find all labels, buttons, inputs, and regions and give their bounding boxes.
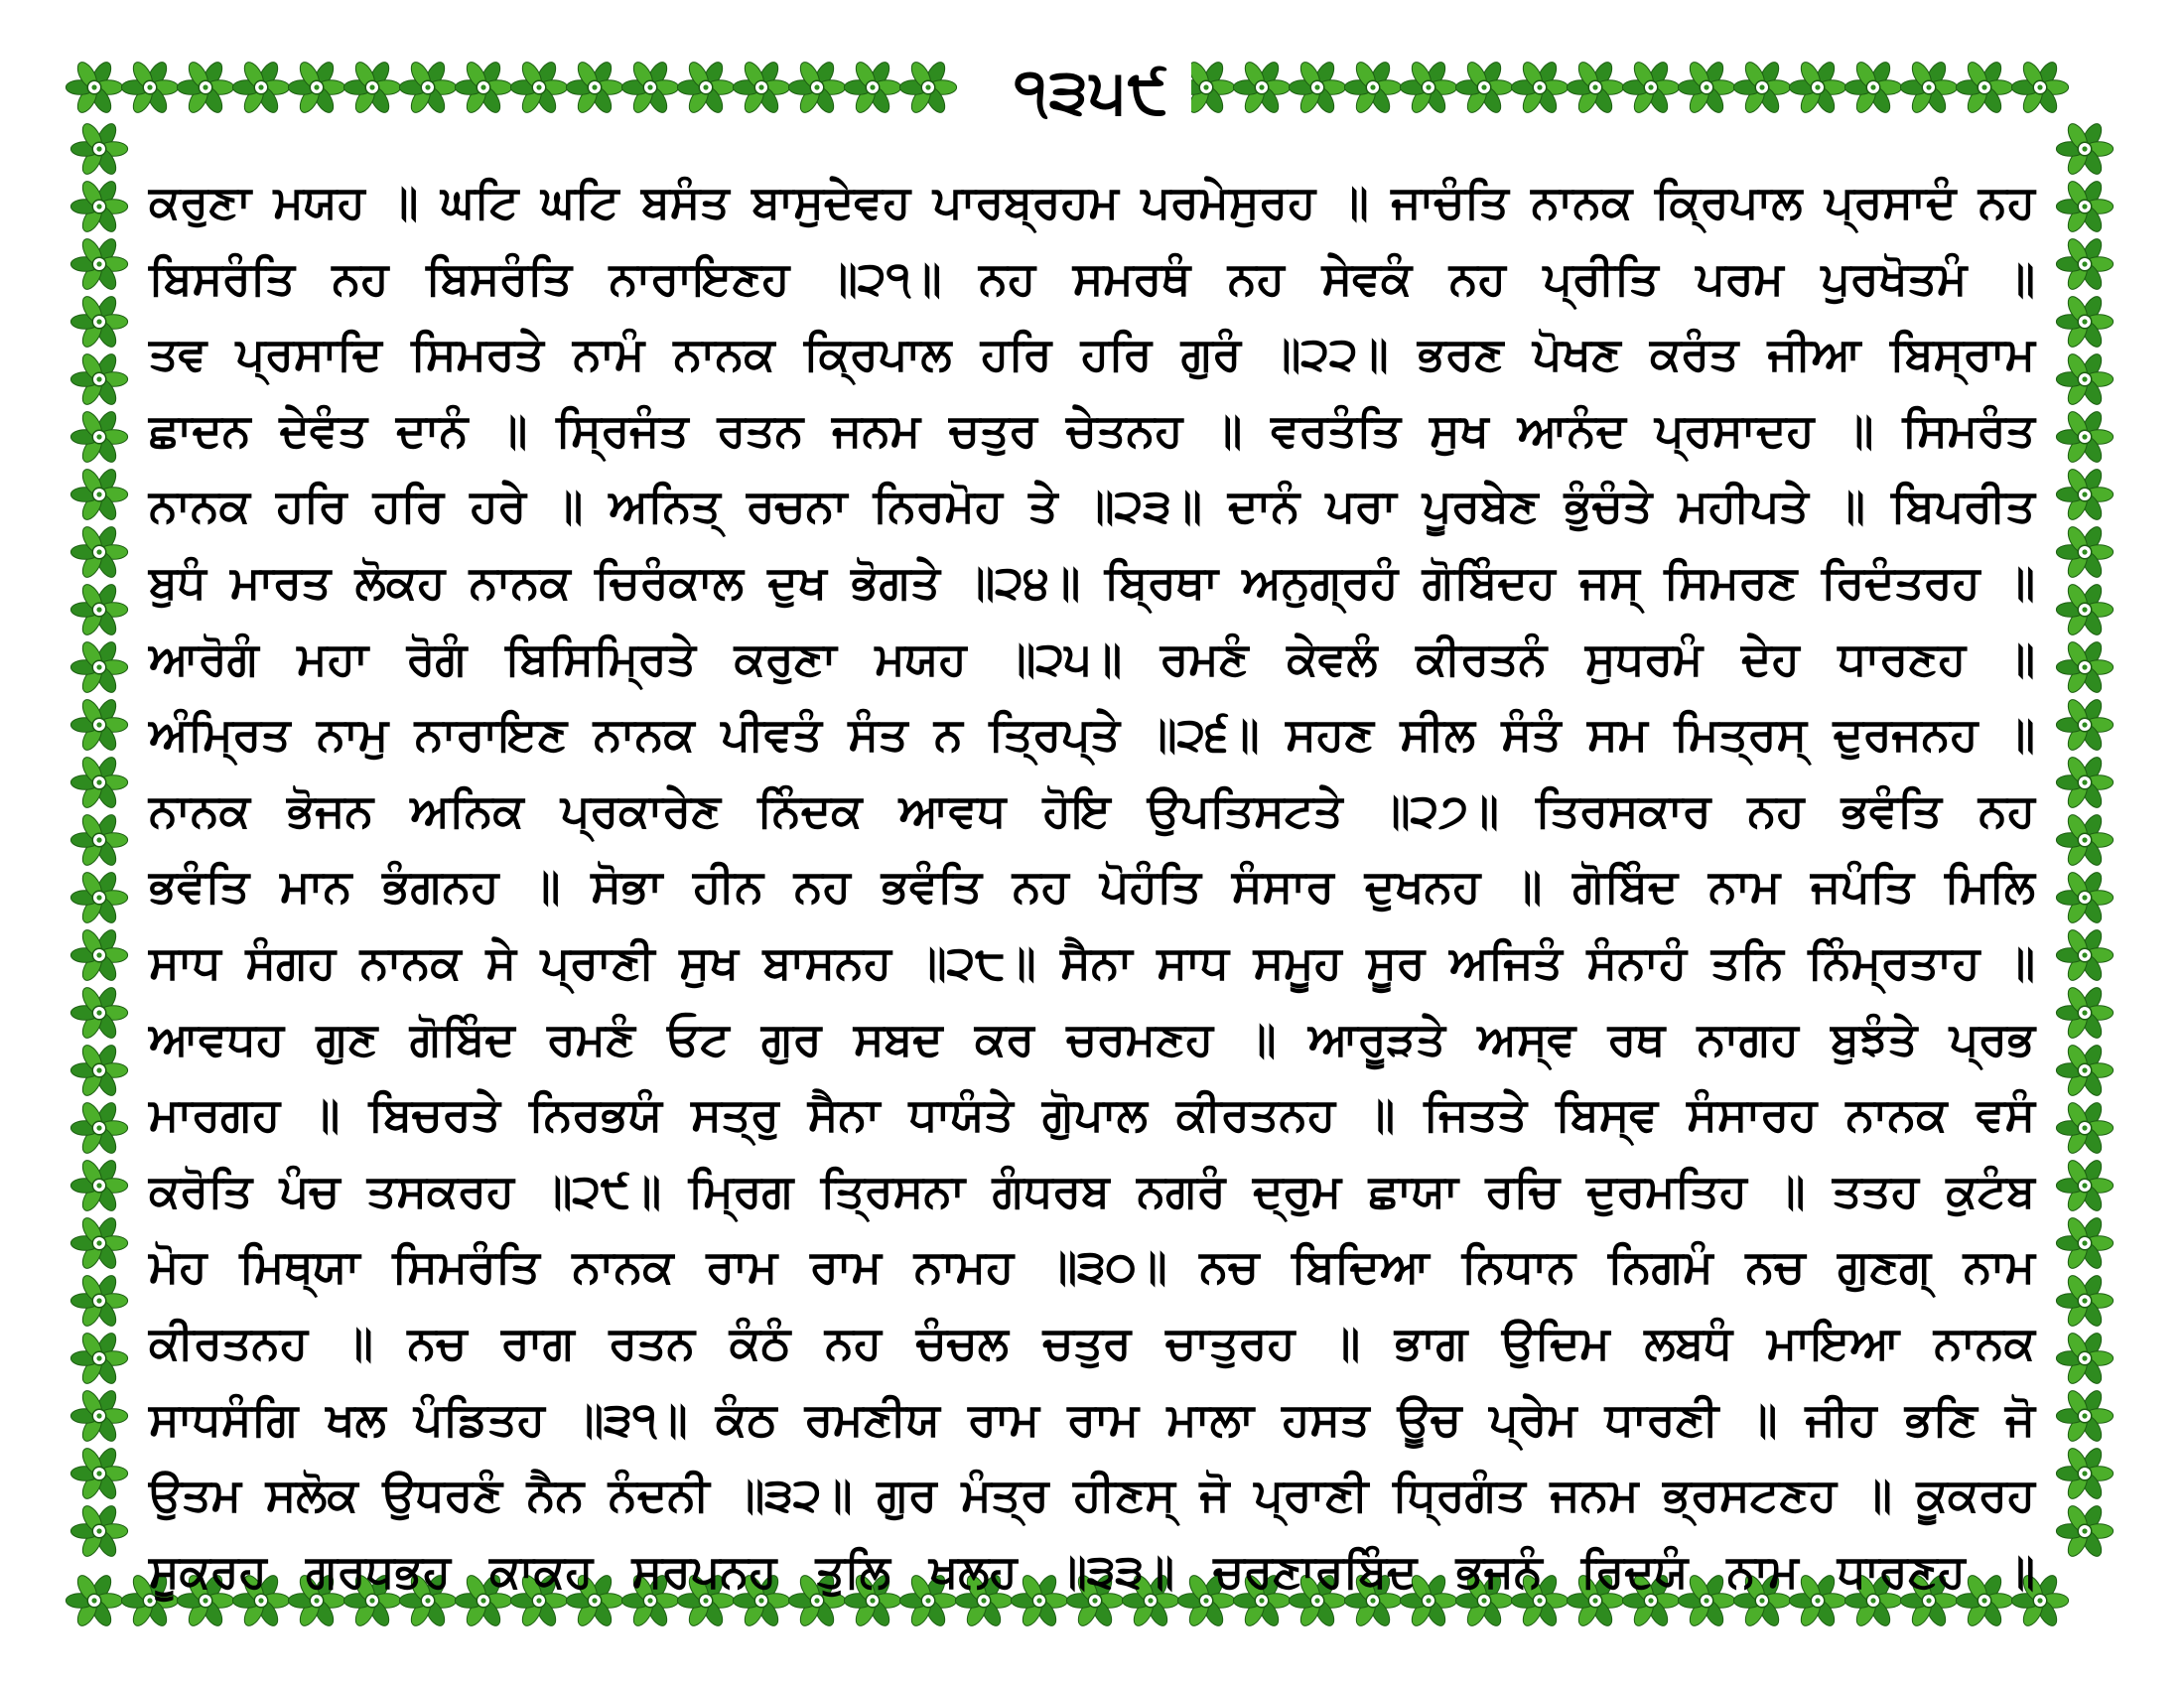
flower-ornament [2056,927,2113,984]
flower-ornament [2056,352,2113,408]
flower-ornament [70,294,127,351]
text-line: ਆਰੋਗੰ ਮਹਾ ਰੋਗੰ ਬਿਸਿਮ੍ਰਿਤੇ ਕਰੁਣਾ ਮਯਹ ॥੨੫॥ ਰਮਣੰ ਕੇਵਲੰ ਕੀਰਤਨੰ ਸੁਧਰਮੰ ਦੇਹ ਧਾਰਣਹ ॥ [149,631,2035,685]
flower-ornament [70,524,127,581]
text-line: ਤਵ ਪ੍ਰਸਾਦਿ ਸਿਮਰਤੇ ਨਾਮੰ ਨਾਨਕ ਕ੍ਰਿਪਾਲ ਹਰਿ ਹਰਿ ਗੁਰੰ ॥੨੨॥ ਭਰਣ ਪੋਖਣ ਕਰੰਤ ਜੀਆ ਬਿਸ੍ਰਾਮ [149,327,2035,381]
flower-ornament [70,1215,127,1272]
flower-ornament [399,60,456,116]
flower-ornament [70,1100,127,1157]
flower-ornament [2056,294,2113,351]
flower-ornament [70,927,127,984]
flower-ornament [70,985,127,1042]
flower-ornament [70,639,127,696]
flower-ornament [70,1388,127,1445]
text-line: ਸਾਧ ਸੰਗਹ ਨਾਨਕ ਸੇ ਪ੍ਰਾਣੀ ਸੁਖ ਬਾਸਨਹ ॥੨੮॥ ਸੈਨਾ ਸਾਧ ਸਮੂਹ ਸੂਰ ਅਜਿਤੰ ਸੰਨਾਹੰ ਤਨਿ ਨਿੰਮ੍ਰਤਾਹ ॥ [149,935,2035,989]
flower-ornament [844,60,900,116]
flower-ornament [2056,812,2113,869]
flower-ornament [677,60,734,116]
flower-ornament [2056,1503,2113,1560]
flower-ornament [621,60,678,116]
text-line: ਸੂਕਰਹ ਗਰਧਭਹ ਕਾਕਹ ਸਰਪਨਹ ਤੁਲਿ ਖਲਹ ॥੩੩॥ ਚਰਣਾਰਬਿੰਦ ਭਜਨੰ ਰਿਦਯੰ ਨਾਮ ਧਾਰਣਹ ॥ [149,1543,2035,1598]
flower-ornament [70,1273,127,1330]
text-line: ਨਾਨਕ ਹਰਿ ਹਰਿ ਹਰੇ ॥ ਅਨਿਤ੍ ਰਚਨਾ ਨਿਰਮੋਹ ਤੇ ॥੨੩॥ ਦਾਨੰ ਪਰਾ ਪੂਰਬੇਣ ਭੁੰਚੰਤੇ ਮਹੀਪਤੇ ॥ ਬਿਪਰੀਤ [149,479,2035,533]
flower-ornament [566,60,622,116]
text-line: ਬਿਸਰੰਤਿ ਨਹ ਬਿਸਰੰਤਿ ਨਾਰਾਇਣਹ ॥੨੧॥ ਨਹ ਸਮਰਥੰ ਨਹ ਸੇਵਕੰ ਨਹ ਪ੍ਰੀਤਿ ਪਰਮ ਪੁਰਖੋਤਮੰ ॥ [149,250,2035,305]
flower-ornament [70,812,127,869]
text-line: ਉਤਮ ਸਲੋਕ ਉਧਰਣੰ ਨੈਨ ਨੰਦਨੀ ॥੩੨॥ ਗੁਰ ਮੰਤ੍ਰ ਹੀਣਸ੍ ਜੋ ਪ੍ਰਾਣੀ ਧ੍ਰਿਗੰਤ ਜਨਮ ਭ੍ਰਸਟਣਹ ॥ ਕੂਕਰਹ [149,1468,2035,1522]
flower-ornament [343,60,400,116]
flower-ornament [2011,60,2068,116]
flower-ornament [70,1503,127,1560]
flower-ornament [2056,1158,2113,1214]
flower-ornament [70,409,127,466]
text-line: ਕੀਰਤਨਹ ॥ ਨਚ ਰਾਗ ਰਤਨ ਕੰਠੰ ਨਹ ਚੰਚਲ ਚਤੁਰ ਚਾਤੁਰਹ ॥ ਭਾਗ ਉਦਿਮ ਲਬਧੰ ਮਾਇਆ ਨਾਨਕ [149,1316,2035,1369]
flower-ornament [1844,60,1901,116]
flower-ornament [899,60,956,116]
flower-ornament [70,352,127,408]
flower-ornament [1733,60,1790,116]
flower-ornament [2056,1215,2113,1272]
text-line: ਕਰੁਣਾ ਮਯਹ ॥ ਘਟਿ ਘਟਿ ਬਸੰਤ ਬਾਸੁਦੇਵਹ ਪਾਰਬ੍ਰਹਮ ਪਰਮੇਸੁਰਹ ॥ ਜਾਚੰਤਿ ਨਾਨਕ ਕ੍ਰਿਪਾਲ ਪ੍ਰਸਾਦੰ ਨਹ [149,175,2035,228]
flower-ornament [1344,60,1401,116]
flower-ornament [70,1446,127,1502]
text-line: ਸਾਧਸੰਗਿ ਖਲ ਪੰਡਿਤਹ ॥੩੧॥ ਕੰਠ ਰਮਣੀਯ ਰਾਮ ਰਾਮ ਮਾਲਾ ਹਸਤ ਊਚ ਪ੍ਰੇਮ ਧਾਰਣੀ ॥ ਜੀਹ ਭਣਿ ਜੋ [149,1391,2035,1446]
flower-ornament [2056,1446,2113,1502]
flower-ornament [2056,985,2113,1042]
text-line: ਮਾਰਗਹ ॥ ਬਿਚਰਤੇ ਨਿਰਭਯੰ ਸਤ੍ਰੁ ਸੈਨਾ ਧਾਯੰਤੇ ਗੋੁਪਾਲ ਕੀਰਤਨਹ ॥ ਜਿਤਤੇ ਬਿਸ੍ਵ ਸੰਸਾਰਹ ਨਾਨਕ ਵਸੰ [149,1087,2035,1142]
flower-ornament [70,582,127,638]
text-line: ਆਵਧਹ ਗੁਣ ਗੋਬਿੰਦ ਰਮਣੰ ਓਟ ਗੁਰ ਸਬਦ ਕਰ ਚਰਮਣਹ ॥ ਆਰੂੜਤੇ ਅਸ੍ਵ ਰਥ ਨਾਗਹ ਬੁਝੰਤੇ ਪ੍ਰਭ [149,1011,2035,1065]
text-line: ਮੋਹ ਮਿਥ੍ਯਾ ਸਿਮਰੰਤਿ ਨਾਨਕ ਰਾਮ ਰਾਮ ਨਾਮਹ ॥੩੦॥ ਨਚ ਬਿਦਿਆ ਨਿਧਾਨ ਨਿਗਮੰ ਨਚ ਗੁਣਗ੍ ਨਾਮ [149,1239,2035,1294]
flower-ornament [1400,60,1456,116]
flower-ornament [70,179,127,235]
text-line: ਭਵੰਤਿ ਮਾਨ ਭੰਗਨਹ ॥ ਸੋਭਾ ਹੀਨ ਨਹ ਭਵੰਤਿ ਨਹ ਪੋਹੰਤਿ ਸੰਸਾਰ ਦੁਖਨਹ ॥ ਗੋਬਿੰਦ ਨਾਮ ਜਪੰਤਿ ਮਿਲਿ [149,859,2035,914]
flower-ornament [1455,60,1512,116]
flower-ornament [70,697,127,754]
flower-ornament [288,60,344,116]
flower-ornament [2056,467,2113,523]
text-line: ਕਰੋਤਿ ਪੰਚ ਤਸਕਰਹ ॥੨੯॥ ਮ੍ਰਿਗ ਤ੍ਰਿਸਨਾ ਗੰਧਰਬ ਨਗਰੰ ਦ੍ਰੁਮ ਛਾਯਾ ਰਚਿ ਦੁਰਮਤਿਹ ॥ ਤਤਹ ਕੁਟੰਬ [149,1163,2035,1217]
flower-ornament [70,1158,127,1214]
flower-ornament [1289,60,1345,116]
flower-ornament [510,60,567,116]
flower-ornament [66,60,122,116]
scripture-text [149,164,2035,1598]
flower-ornament [733,60,789,116]
flower-ornament [1956,60,2012,116]
flower-ornament [1678,60,1734,116]
flower-ornament [2056,524,2113,581]
flower-ornament [1567,60,1623,116]
flower-ornament [2056,121,2113,178]
flower-ornament [2056,236,2113,293]
page-number: ੧੩੫੯ [993,52,1191,131]
flower-ornament [121,60,178,116]
flower-ornament [70,121,127,178]
flower-ornament [1511,60,1568,116]
flower-ornament [70,236,127,293]
flower-ornament [1233,60,1290,116]
flower-ornament [66,1573,122,1629]
text-line: ਬੁਧੰ ਮਾਰਤ ਲੋਕਹ ਨਾਨਕ ਚਿਰੰਕਾਲ ਦੁਖ ਭੋਗਤੇ ॥੨੪॥ ਬ੍ਰਿਥਾ ਅਨੁਗ੍ਰਹੰ ਗੋਬਿੰਦਹ ਜਸ੍ ਸਿਮਰਣ ਰਿਦੰਤਰਹ ॥ [149,555,2035,609]
flower-ornament [70,870,127,926]
flower-ornament [1622,60,1679,116]
flower-ornament [1789,60,1845,116]
flower-ornament [2056,870,2113,926]
flower-ornament [2056,755,2113,811]
flower-ornament [2056,1331,2113,1387]
flower-ornament [2056,1388,2113,1445]
flower-ornament [788,60,845,116]
flower-ornament [70,467,127,523]
flower-ornament [1900,60,1957,116]
flower-ornament [70,1331,127,1387]
flower-ornament [2056,1100,2113,1157]
flower-ornament [2056,1043,2113,1099]
flower-ornament [70,755,127,811]
flower-ornament [70,1043,127,1099]
text-line: ਛਾਦਨ ਦੇਵੰਤ ਦਾਨੰ ॥ ਸ੍ਰਿਜੰਤ ਰਤਨ ਜਨਮ ਚਤੁਰ ਚੇਤਨਹ ॥ ਵਰਤੰਤਿ ਸੁਖ ਆਨੰਦ ਪ੍ਰਸਾਦਹ ॥ ਸਿਮਰੰਤ [149,402,2035,457]
text-line: ਅੰਮ੍ਰਿਤ ਨਾਮੁ ਨਾਰਾਇਣ ਨਾਨਕ ਪੀਵਤੰ ਸੰਤ ਨ ਤ੍ਰਿਪ੍ਤੇ ॥੨੬॥ ਸਹਣ ਸੀਲ ਸੰਤੰ ਸਮ ਮਿਤ੍ਰਸ੍ ਦੁਰਜਨਹ ॥ [149,707,2035,762]
flower-ornament [2056,409,2113,466]
flower-ornament [2056,582,2113,638]
flower-ornament [2056,697,2113,754]
flower-ornament [2056,1273,2113,1330]
flower-ornament [455,60,511,116]
flower-ornament [177,60,233,116]
flower-ornament [232,60,289,116]
text-line: ਨਾਨਕ ਭੋਜਨ ਅਨਿਕ ਪ੍ਰਕਾਰੇਣ ਨਿੰਦਕ ਆਵਧ ਹੋਇ ਉਪਤਿਸਟਤੇ ॥੨੭॥ ਤਿਰਸਕਾਰ ਨਹ ਭਵੰਤਿ ਨਹ [149,782,2035,837]
flower-ornament [2056,179,2113,235]
flower-ornament [2056,639,2113,696]
